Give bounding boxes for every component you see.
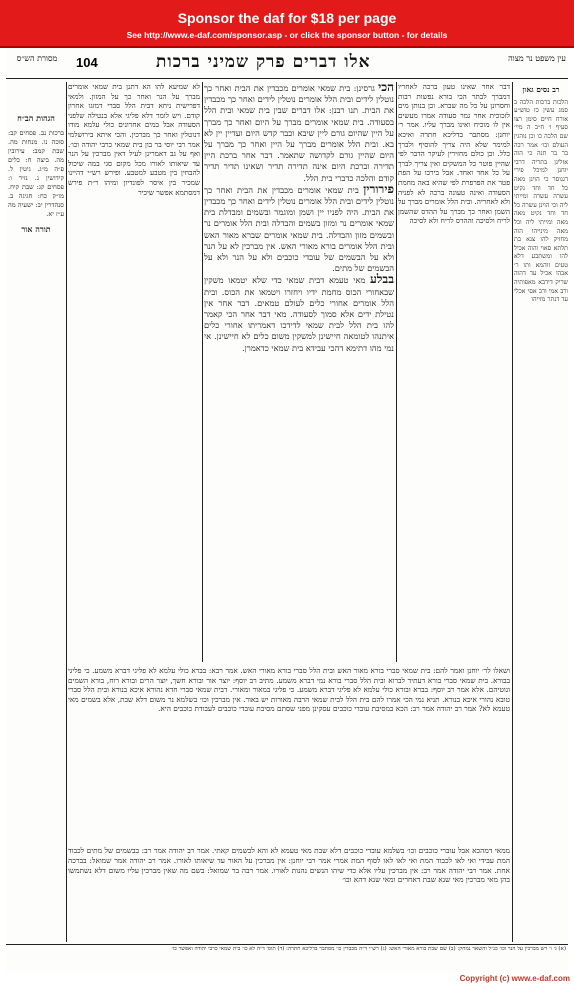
rav-nissim-gaon-label: רב נסים גאון (522, 85, 560, 94)
ein-mishpat-text: הלכות ברכות הלכה ב סמג עשין כז טוש״ע אורח חיים סימן רצו סעיף ו׳ ח״ב ה מיי׳ שם הלכה כו וכן נוהגין העולם וכו׳ אמר רבה בר בר חנה כי הוה אזלינן בתריה דרבי יוחנן למיכל פירי דגנוסר כי הוינן מאה כל חד וחד נקיט עשרה עשרה ומייתי ליה וכי הוינן עשרה כל חד וחד נקיט מאה מאה ומייתי ליה וכל מאה מינייהו הוה מחזיק להו צנא בת תלתא סאוי והוה אכיל להו ומשתבע דלא טעים זוהמא ותו ר׳ אבהו אכיל עד דהוה שריק דידבא מאפותיה ורב אמי ורב אסי אכלי עד דנתר מזייהו (514, 98, 568, 304)
gemara-paragraph (204, 181, 394, 275)
footnotes (8, 946, 566, 970)
gemara-bottom-text: ממאי דמהכא אבל עוברי כוכבים וכו׳ בשלמא עובדי כוכבים דלא שבת מאי טעמא לא והא לבשמים קאתי. אמר רב יהודה אמר רב: בבשמים של מתים לכבוד המת עבידי ואי לאו לכבוד המת ואי לאו לאו לסוף המת אמרי אמר רבי יוחנן: אין מברכין על האור עד שיאותו לאורו. אמר רב יהודה אמר שמואל: בברכה אחת. אמר רבי יהודה אמר רב: אין מברכין עליו אלא כדי שיהו הנשים נהנות לאורו. אמר רבה בר שמואל: בשם מה שאין מברכין עליו משום דלא נשתמשו בהן מאי מברכין מאי שנא שבת דאחרים ומאי שנא דהא וכו׳ (68, 846, 510, 885)
sponsor-banner-title[interactable]: Sponsor the daf for $18 per page (177, 10, 397, 26)
hagahot-habach-label: הגהות הב״ח (17, 113, 55, 123)
tosafot-column (68, 82, 200, 662)
page-title: אלו דברים פרק שמיני ברכות (156, 52, 371, 72)
gemara-bottom-block (68, 846, 510, 942)
page-header (6, 52, 568, 80)
sponsor-banner[interactable] (0, 0, 574, 48)
gemara-paragraph (204, 82, 394, 184)
rashi-column (398, 82, 510, 662)
gemara-lower-block (68, 666, 510, 842)
gemara-paragraph (204, 274, 394, 353)
header-rule (6, 78, 568, 79)
torah-or-label: תורה אור (21, 224, 51, 234)
column-divider (512, 82, 513, 942)
column-divider (202, 82, 203, 662)
dibur-hamatchil: הכי (378, 82, 394, 94)
ein-mishpat-label: עין משפט נר מצוה (508, 54, 566, 63)
gemara-text: מאי טעמא דבית שמאי כדי שלא יטמאו משקין שבאחורי הכוס מחמת ידיו ויחזרו ויטמאו את הכוס. ובית הלל אומרים אחורי כלים לעולם טמאים. דבר אחר אין נטילת ידים אלא סמוך לסעודה. מאי דבר אחר הכי קאמר להו בית הלל לבית שמאי לדידכו דאמריתו אחורי כלים איתנהו לטומאה חיישינן למשקין משום כלים לא חיישינן. אי נמי מהו דתימא דהכי עבידא בית שמאי כדאמרן. (204, 275, 394, 353)
tosafot-text: לא שמיעא להו הא דתנן בית שמאי אומרים מברך על הנר ואחר כך על המזון. ולמאי דפרישית ניחא דבית הלל סברי דמזגו אחרון קודם. ויש לומר דלא פליגי אלא בנטילה שלפני הסעודה אבל במים אחרונים כולי עלמא מודו דנוטלין ואחר כך מברכין. והכי איתא בירושלמי אמר רבי יוסי בר בון בית שמאי כרבי יהודה וכו׳. ואף על גב דאמרינן לעיל דאין מברכין על הנר עד שיאותו לאורו מכל מקום סגי במה שיכול להבחין בין מטבע למטבע. ופירש רש״י דהיינו שמכיר בין איסר לפונדיון ומיהו ר״ת פירש דמסתמא אפשר שיכיר (68, 82, 200, 197)
column-divider (396, 82, 397, 662)
sponsor-banner-subtitle[interactable]: See http://www.e-daf.com/sponsor.asp - or click the sponsor button - for details (126, 30, 448, 40)
gemara-lower-text: ושאלו לר׳ יוחנן ואמר להם: בית שמאי סברי בורא מאור האש ובית הלל סברי בורא מאורי האש. אמר רבא: בברא כולי עלמא לא פליגי דברא משמע. כי פליגי בבורא. בית שמאי סברי בורא דעתיד לברוא ובית הלל סברי בורא נמי דברא משמע. מתיב רב יוסף: יוצר אור ובורא חשך, יוצר הרים ובורא רוח, בורא השמים ונוטיהם. אלא אמר רב יוסף: בברא ובורא כולי עלמא לא פליגי דברא משמע. כי פליגי במאור ומאורי. דבית שמאי סברי חדא נהורא איכא בנורא ובית הלל סברי טובא נהורי איכא בנורא. תניא נמי הכי אמרו להם בית הלל לבית שמאי הרבה מאורות יש באור. אין מברכין וכו׳ בשלמא נר משום דלא שבת, אלא בשמים מאי טעמא לא? אמר רב יהודה אמר רב: הכא במסיבת עובדי כוכבים עסקינן מפני שסתם מסיבת עובדי כוכבים לעבודת כוכבים היא. (68, 666, 510, 714)
gemara-text: בית שמאי אומרים מכבדין את הבית ואחר כך נוטלין לידים ובית הלל אומרים נוטלין לידים ואחר כך מכבדין את הבית. היה לפניו יין ושמן ומוגמר ובשמים ומבדלת בית שמאי אומרים נר ומזון בשמים והבדלה ובית הלל אומרים נר ובשמים מזון והבדלה. בית שמאי אומרים שברא מאור האש ובית הלל אומרים בורא מאורי האש. אין מברכין לא על הנר ולא על הבשמים של עובדי כוכבים ולא על הנר ולא על הבשמים של מתים. (204, 184, 394, 274)
footnotes-text: (א) ג׳ ו׳ ויש מברכין על הנר וכו׳ כנ״ל והשאר נמחק: (ב) שם שבת בורא מאורי האש: (ג) רש״י ד״ה מכבדין כו׳ מסתבר בדליכא חתרה: (ד) תוס׳ ד״ה לא כו׳ בית שמאי כרבי יהודה ואפשר כו׳ (171, 946, 566, 952)
gemara-text: גרסינן: בית שמאי אומרים מכבדין את הבית ואחר כך נוטלין לידים ובית הלל אומרים נוטלין לידים ואחר כך מכבדין את הבית. תנו רבנן: אלו דברים שבין בית שמאי ובית הלל בסעודה. בית שמאי אומרים מברך על היום ואחר כך מברך על היין שהיום גורם ליין שיבא וכבר קדש היום ועדיין יין לא בא. ובית הלל אומרים מברך על היין ואחר כך מברך על היום שהיין גורם לקדושה שתאמר. דבר אחר ברכת היין תדירה וברכת היום אינה תדירה תדיר ושאינו תדיר תדיר קודם והלכה כדברי בית הלל. (204, 83, 394, 183)
copyright-notice[interactable]: Copyright (c) www.e-daf.com (459, 974, 570, 983)
dibur-hamatchil: פירורין (363, 181, 394, 196)
page-number: 104 (76, 55, 98, 70)
rashi-text: דבר אחר שאינו טעון ברכה לאחריו דמברך לבתר הכי בורא נפשות רבות וחסרונן על כל מה שברא. וכן בנותן מים לזכוכית אחר גמר סעודה אמרו מעשים אין לו מוכיח ואינו מברך עליו. אמר ר׳ יוחנן: מסתבר בדליכא חתרה ואיכא למימר שלא היה צריך להוסיף ולברך כלל. וכן כולם מחזירין לעיקר הדבר לפי שהיין פוטר כל המשקים ואין צריך לברך על כל אחד ואחד. אבל בירכו על הפת פטר את הפרפרת לפי שהיא באה מחמת הסעודה ואינה טעונה ברכה לא לפניה ולא לאחריה. ובית הלל אומרים מברך על השמן ואחר כך מברך על ההדס שהשמן לריח ולסיכה וההדס לריח ולא לסיכה (398, 82, 510, 226)
talmud-page (6, 48, 568, 972)
masoret-hashas-label: מסורת הש״ס (16, 54, 58, 63)
masoret-hashas-text: ברכות נב. פסחים קב: סוכה נו. מנחות מה. שבת קמב: עירובין מה. ביצה ח: כלים פ״ה מ״ג. גיטין ל. קידושין נ. נזיר ו: פסחים קג: שבת קיח. מו״ק כח: חגיגה ב. סנהדרין יב: ישעיה מה ע״ז יא. (8, 129, 64, 218)
masoret-hashas-column (8, 108, 64, 928)
footnote-rule (6, 944, 568, 945)
column-divider (66, 82, 67, 942)
dibur-hamatchil: בבלע (370, 272, 394, 287)
ein-mishpat-column (514, 82, 568, 942)
